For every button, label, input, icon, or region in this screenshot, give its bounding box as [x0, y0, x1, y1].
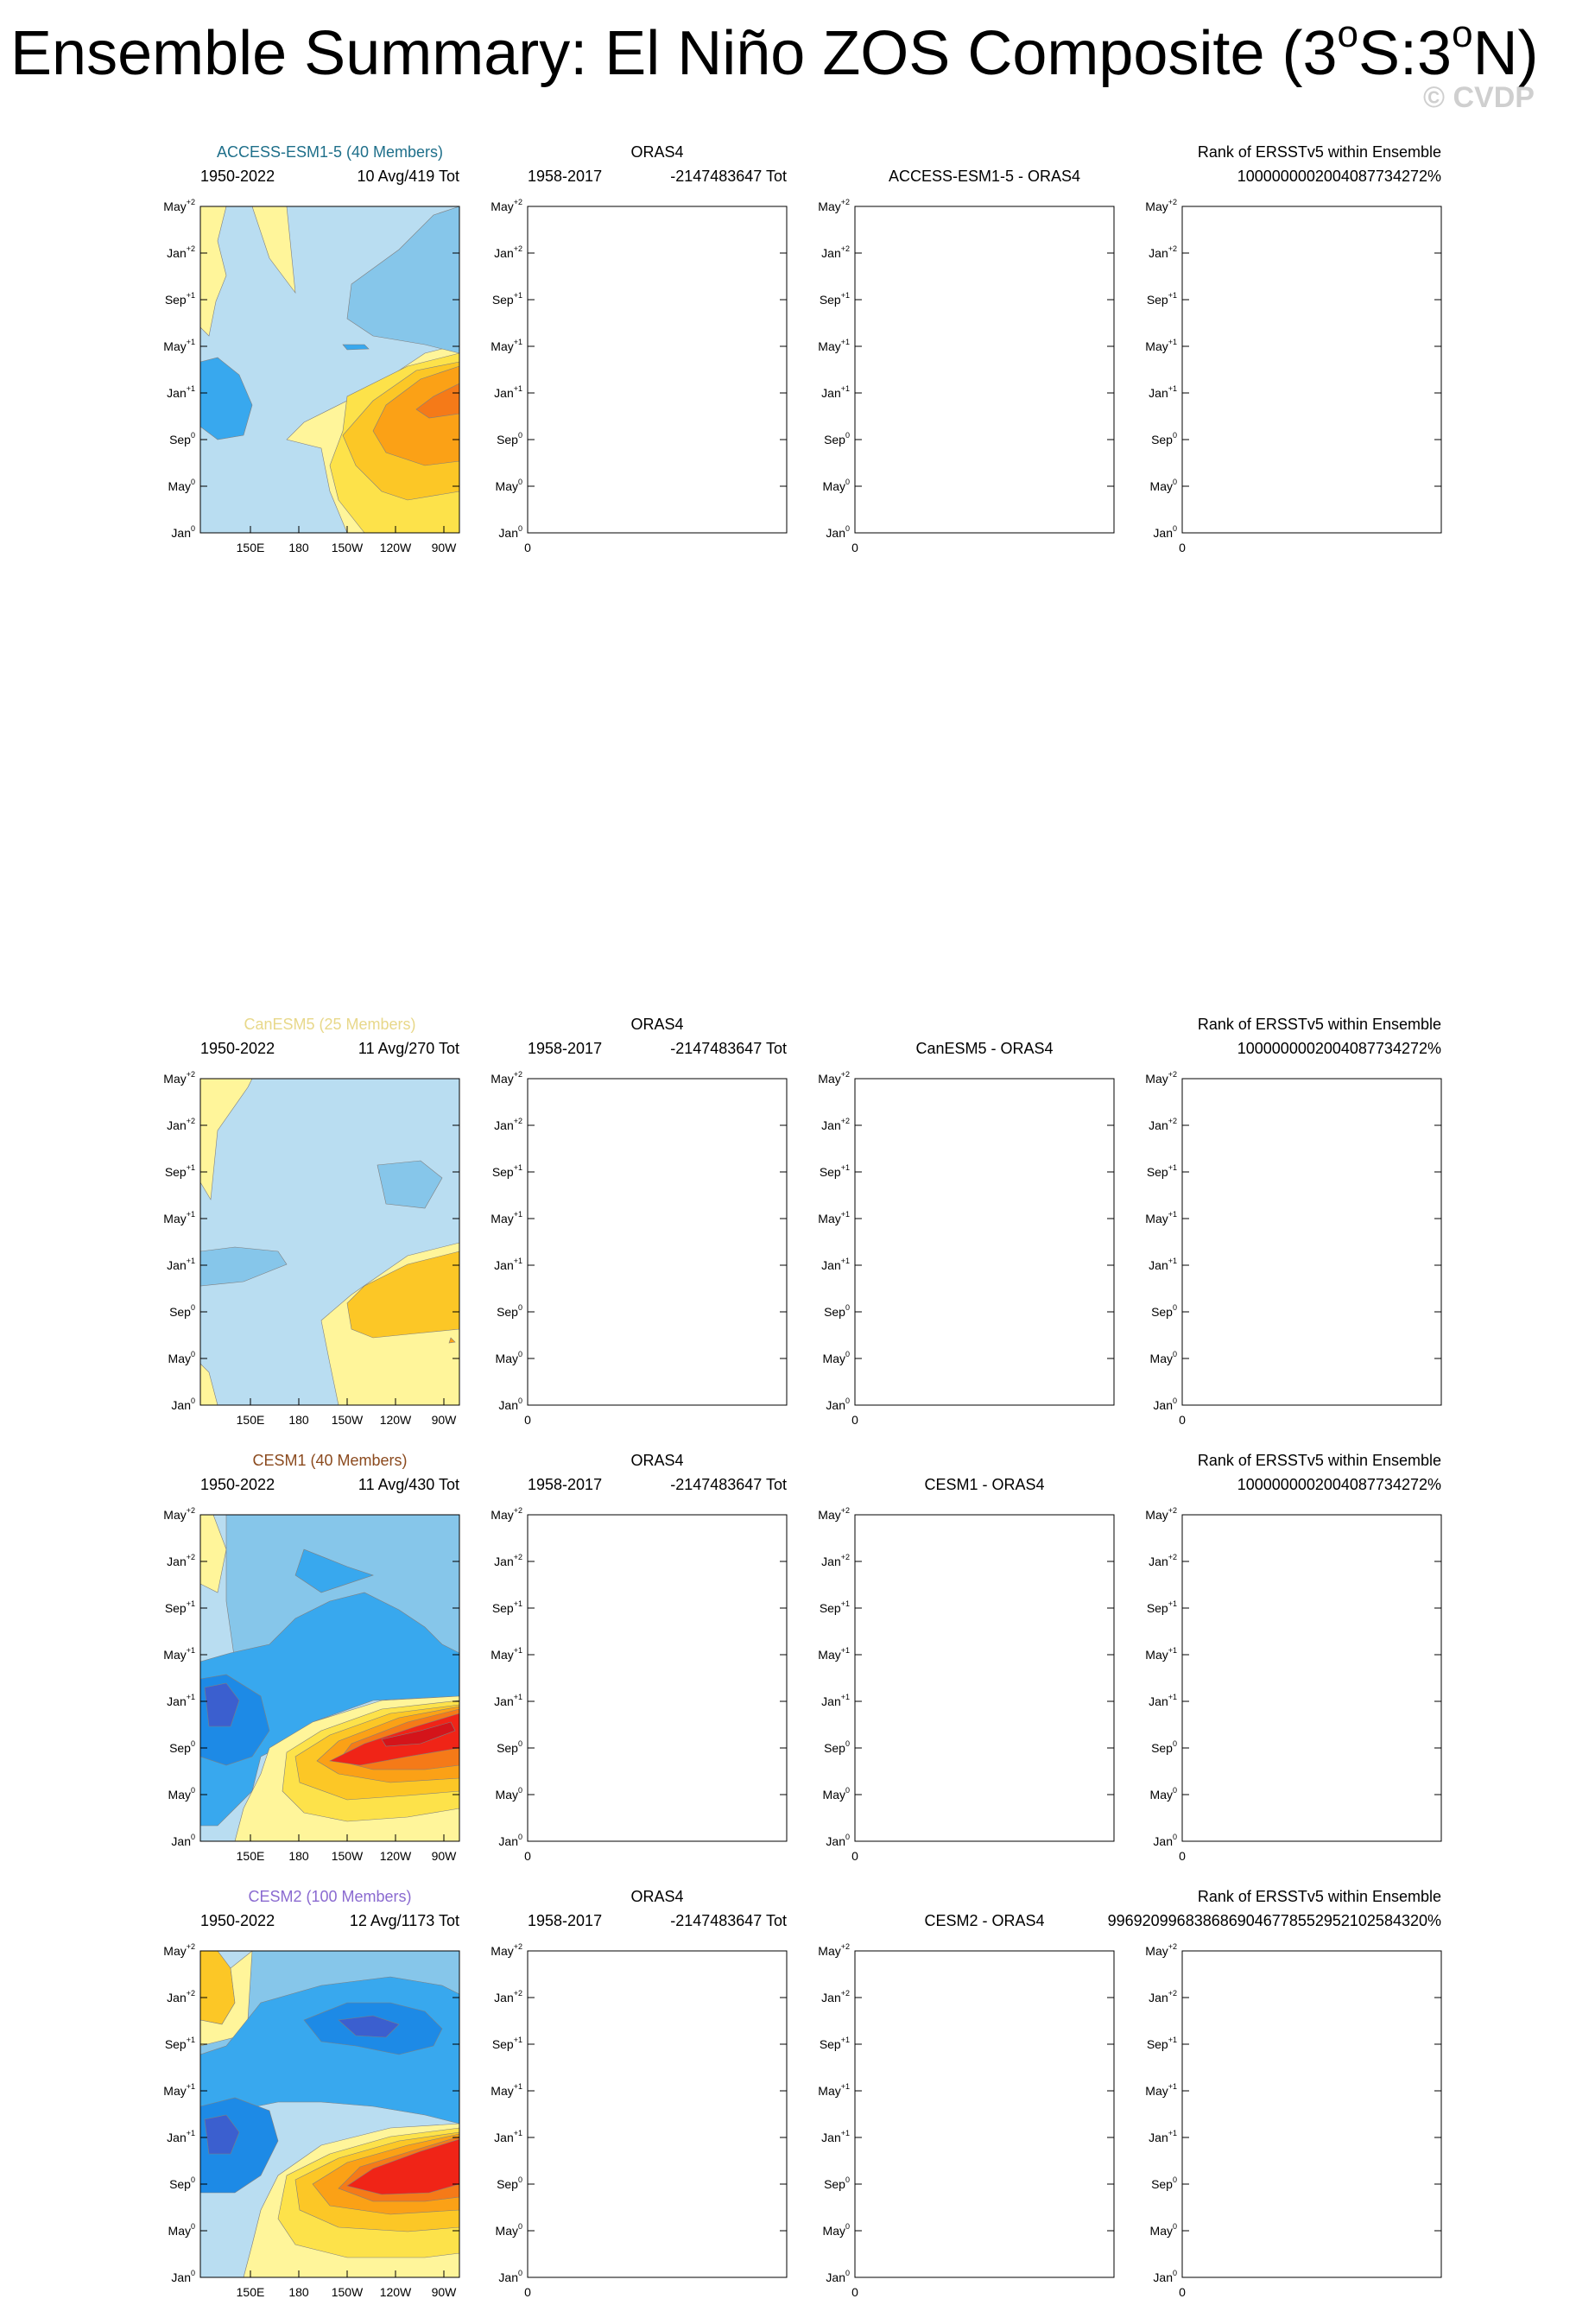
- ensemble-row: [0, 1451, 1595, 1883]
- rank-panel: [1145, 1451, 1441, 1863]
- x-tick-label: 0: [851, 541, 858, 554]
- model-panel-period: 1950-2022: [200, 168, 275, 185]
- y-tick-label: Jan$^{+1}$: [1149, 2129, 1177, 2144]
- y-tick-label: Jan$^0$: [1153, 2269, 1177, 2284]
- model-panel-title: CanESM5 (25 Members): [244, 1016, 416, 1033]
- y-tick-label: Jan$^{+1}$: [167, 1257, 195, 1272]
- y-tick-label: Sep$^{+1}$: [491, 291, 522, 307]
- page-title: Ensemble Summary: El Niño ZOS Composite (3$^o$S:3$^o$N): [10, 13, 1539, 88]
- model-panel-period: 1950-2022: [200, 1476, 275, 1493]
- y-tick-label: Jan$^0$: [171, 524, 195, 540]
- y-tick-label: Jan$^0$: [498, 2269, 522, 2284]
- y-tick-label: Jan$^0$: [171, 1396, 195, 1412]
- y-tick-label: May$^0$: [168, 1786, 195, 1802]
- y-tick-label: Sep$^0$: [497, 1303, 522, 1319]
- y-tick-label: Sep$^{+1}$: [819, 291, 850, 307]
- obs-panel-obs-period: 1958-2017: [528, 1912, 603, 1929]
- y-tick-label: Jan$^{+2}$: [821, 1989, 850, 2004]
- y-tick-label: Sep$^0$: [169, 1739, 195, 1755]
- y-tick-label: Sep$^0$: [824, 1303, 850, 1319]
- x-tick-label: 120W: [379, 2285, 412, 2299]
- model-panel-plot: [163, 1015, 459, 1429]
- empty-plot-area: [528, 1079, 787, 1405]
- y-tick-label: Jan$^{+1}$: [494, 1693, 522, 1708]
- y-tick-label: May$^{+1}$: [491, 338, 522, 353]
- rank-panel-rank-value: 1000000002004087734272%: [1237, 1040, 1441, 1057]
- y-tick-label: May$^0$: [168, 1350, 195, 1365]
- y-tick-label: Sep$^0$: [824, 2175, 850, 2191]
- y-tick-label: May$^{+2}$: [491, 198, 522, 213]
- y-tick-label: Sep$^{+1}$: [819, 2036, 850, 2051]
- obs-panel: [491, 1015, 787, 1427]
- y-tick-label: May$^0$: [1149, 478, 1177, 493]
- diff-panel-plot: [818, 142, 1114, 557]
- rank-panel-title: Rank of ERSSTv5 within Ensemble: [1197, 1452, 1441, 1469]
- obs-panel-title: ORAS4: [630, 1888, 684, 1905]
- obs-panel-title: ORAS4: [630, 1452, 684, 1469]
- diff-panel-plot: [818, 1015, 1114, 1429]
- y-tick-label: Sep$^0$: [497, 431, 522, 446]
- y-tick-label: Jan$^0$: [171, 1833, 195, 1848]
- y-tick-label: Jan$^{+1}$: [821, 384, 850, 400]
- y-tick-label: Jan$^0$: [826, 1833, 850, 1848]
- x-tick-label: 180: [288, 541, 309, 554]
- rank-panel-title: Rank of ERSSTv5 within Ensemble: [1197, 1888, 1441, 1905]
- rank-panel-title: Rank of ERSSTv5 within Ensemble: [1197, 1016, 1441, 1033]
- model-panel: [163, 1015, 459, 1427]
- y-tick-label: Jan$^{+2}$: [167, 1989, 195, 2004]
- y-tick-label: Jan$^{+1}$: [1149, 1693, 1177, 1708]
- y-tick-label: May$^{+1}$: [818, 1210, 850, 1225]
- x-tick-label: 120W: [379, 1849, 412, 1863]
- x-tick-label: 0: [524, 2285, 531, 2299]
- y-tick-label: Jan$^{+2}$: [1149, 1989, 1177, 2004]
- y-tick-label: May$^{+2}$: [818, 1070, 850, 1086]
- model-panel: [163, 142, 459, 554]
- obs-panel-obs-period: 1958-2017: [528, 1476, 603, 1493]
- model-panel-count: 10 Avg/419 Tot: [357, 168, 459, 185]
- obs-panel: [491, 1451, 787, 1863]
- y-tick-label: May$^{+1}$: [1145, 1210, 1177, 1225]
- y-tick-label: Jan$^{+2}$: [821, 1117, 850, 1132]
- obs-panel-obs-count: -2147483647 Tot: [670, 1912, 787, 1929]
- y-tick-label: Jan$^{+2}$: [821, 244, 850, 260]
- y-tick-label: Sep$^{+1}$: [491, 2036, 522, 2051]
- y-tick-label: Sep$^0$: [169, 1303, 195, 1319]
- y-tick-label: May$^0$: [1149, 2222, 1177, 2238]
- y-tick-label: Sep$^0$: [1151, 431, 1177, 446]
- y-tick-label: Jan$^0$: [826, 2269, 850, 2284]
- y-tick-label: Jan$^{+2}$: [1149, 244, 1177, 260]
- rank-panel-rank-value: 1000000002004087734272%: [1237, 168, 1441, 185]
- empty-plot-area: [1182, 1515, 1441, 1841]
- y-tick-label: Jan$^0$: [1153, 524, 1177, 540]
- obs-panel: [491, 1887, 787, 2299]
- y-tick-label: Sep$^0$: [169, 2175, 195, 2191]
- model-panel-period: 1950-2022: [200, 1040, 275, 1057]
- diff-panel: [818, 142, 1114, 554]
- y-tick-label: Sep$^{+1}$: [1146, 291, 1177, 307]
- obs-panel-obs-period: 1958-2017: [528, 1040, 603, 1057]
- y-tick-label: Jan$^{+1}$: [494, 1257, 522, 1272]
- diff-panel: [818, 1887, 1114, 2299]
- y-tick-label: Jan$^{+1}$: [821, 2129, 850, 2144]
- y-tick-label: May$^{+2}$: [163, 1506, 195, 1522]
- y-tick-label: May$^{+2}$: [818, 198, 850, 213]
- model-panel-count: 11 Avg/430 Tot: [358, 1476, 459, 1493]
- y-tick-label: May$^{+2}$: [491, 1506, 522, 1522]
- y-tick-label: Sep$^0$: [1151, 1303, 1177, 1319]
- y-tick-label: May$^{+2}$: [1145, 198, 1177, 213]
- x-tick-label: 150E: [236, 1849, 265, 1863]
- y-tick-label: Jan$^{+1}$: [821, 1693, 850, 1708]
- y-tick-label: Jan$^{+2}$: [167, 244, 195, 260]
- empty-plot-area: [855, 1079, 1114, 1405]
- y-tick-label: Jan$^{+2}$: [167, 1553, 195, 1568]
- rank-panel-plot: [1145, 142, 1441, 557]
- y-tick-label: Sep$^{+1}$: [164, 1163, 195, 1179]
- y-tick-label: May$^{+2}$: [1145, 1506, 1177, 1522]
- obs-panel-plot: [491, 142, 787, 557]
- y-tick-label: May$^{+1}$: [163, 1210, 195, 1225]
- x-tick-label: 150E: [236, 541, 265, 554]
- x-tick-label: 90W: [431, 2285, 457, 2299]
- x-tick-label: 150W: [331, 1849, 364, 1863]
- y-tick-label: May$^{+1}$: [491, 2082, 522, 2098]
- rank-panel-plot: [1145, 1887, 1441, 2302]
- y-tick-label: Jan$^0$: [171, 2269, 195, 2284]
- x-tick-label: 180: [288, 1413, 309, 1427]
- x-tick-label: 0: [524, 1413, 531, 1427]
- diff-panel: [818, 1451, 1114, 1863]
- empty-plot-area: [1182, 1951, 1441, 2277]
- y-tick-label: May$^{+1}$: [818, 2082, 850, 2098]
- obs-panel-plot: [491, 1887, 787, 2302]
- y-tick-label: May$^{+1}$: [491, 1646, 522, 1662]
- obs-panel-obs-count: -2147483647 Tot: [670, 1476, 787, 1493]
- y-tick-label: Sep$^{+1}$: [491, 1163, 522, 1179]
- y-tick-label: May$^{+1}$: [818, 338, 850, 353]
- rank-panel-title: Rank of ERSSTv5 within Ensemble: [1197, 143, 1441, 161]
- cvdp-watermark: © CVDP: [1423, 81, 1535, 114]
- x-tick-label: 150W: [331, 541, 364, 554]
- y-tick-label: Sep$^{+1}$: [819, 1163, 850, 1179]
- x-tick-label: 0: [524, 1849, 531, 1863]
- empty-plot-area: [855, 206, 1114, 533]
- y-tick-label: May$^{+1}$: [491, 1210, 522, 1225]
- x-tick-label: 90W: [431, 541, 457, 554]
- obs-panel-plot: [491, 1015, 787, 1429]
- y-tick-label: Jan$^0$: [1153, 1833, 1177, 1848]
- y-tick-label: Jan$^{+1}$: [821, 1257, 850, 1272]
- y-tick-label: Sep$^0$: [497, 1739, 522, 1755]
- diff-panel: [818, 1015, 1114, 1427]
- y-tick-label: Jan$^{+2}$: [1149, 1117, 1177, 1132]
- x-tick-label: 150W: [331, 1413, 364, 1427]
- y-tick-label: May$^{+2}$: [818, 1506, 850, 1522]
- rank-panel-rank-value: 1000000002004087734272%: [1237, 1476, 1441, 1493]
- y-tick-label: Jan$^0$: [498, 524, 522, 540]
- diff-panel-diff-title: ACCESS-ESM1-5 - ORAS4: [888, 168, 1081, 185]
- diff-panel-diff-title: CESM1 - ORAS4: [924, 1476, 1045, 1493]
- y-tick-label: May$^0$: [495, 478, 522, 493]
- model-panel-title: CESM2 (100 Members): [248, 1888, 412, 1905]
- y-tick-label: Jan$^{+1}$: [1149, 1257, 1177, 1272]
- rank-panel: [1107, 1887, 1441, 2299]
- y-tick-label: Sep$^0$: [824, 431, 850, 446]
- x-tick-label: 0: [851, 1849, 858, 1863]
- diff-panel-plot: [818, 1887, 1114, 2302]
- y-tick-label: Jan$^{+1}$: [167, 1693, 195, 1708]
- y-tick-label: May$^0$: [822, 1786, 850, 1802]
- y-tick-label: May$^{+2}$: [1145, 1942, 1177, 1958]
- model-panel-count: 11 Avg/270 Tot: [358, 1040, 459, 1057]
- y-tick-label: May$^{+2}$: [818, 1942, 850, 1958]
- y-tick-label: May$^{+2}$: [163, 1070, 195, 1086]
- rank-panel-plot: [1145, 1015, 1441, 1429]
- y-tick-label: May$^0$: [822, 1350, 850, 1365]
- model-panel-plot: [163, 1451, 459, 1865]
- x-tick-label: 150W: [331, 2285, 364, 2299]
- rank-panel-rank-value: 9969209968386869046778552952102584320%: [1107, 1912, 1441, 1929]
- y-tick-label: May$^{+1}$: [163, 2082, 195, 2098]
- model-panel: [163, 1451, 459, 1863]
- y-tick-label: May$^{+1}$: [1145, 338, 1177, 353]
- rank-panel-plot: [1145, 1451, 1441, 1865]
- x-tick-label: 120W: [379, 541, 412, 554]
- model-panel: [163, 1887, 459, 2299]
- y-tick-label: Jan$^0$: [826, 524, 850, 540]
- y-tick-label: Sep$^{+1}$: [1146, 1163, 1177, 1179]
- y-tick-label: May$^0$: [495, 1350, 522, 1365]
- x-tick-label: 90W: [431, 1849, 457, 1863]
- x-tick-label: 120W: [379, 1413, 412, 1427]
- y-tick-label: Jan$^0$: [1153, 1396, 1177, 1412]
- model-panel-title: ACCESS-ESM1-5 (40 Members): [216, 143, 444, 161]
- obs-panel-obs-period: 1958-2017: [528, 168, 603, 185]
- model-panel-plot: [163, 142, 459, 557]
- empty-plot-area: [1182, 1079, 1441, 1405]
- x-tick-label: 0: [1179, 1413, 1186, 1427]
- model-panel-period: 1950-2022: [200, 1912, 275, 1929]
- y-tick-label: May$^0$: [1149, 1350, 1177, 1365]
- obs-panel-plot: [491, 1451, 787, 1865]
- contour-region-blue2: [343, 345, 369, 350]
- model-panel-count: 12 Avg/1173 Tot: [349, 1912, 459, 1929]
- empty-plot-area: [528, 206, 787, 533]
- y-tick-label: May$^0$: [495, 1786, 522, 1802]
- y-tick-label: May$^{+2}$: [163, 1942, 195, 1958]
- y-tick-label: Jan$^{+1}$: [1149, 384, 1177, 400]
- y-tick-label: May$^0$: [822, 478, 850, 493]
- y-tick-label: Sep$^{+1}$: [164, 2036, 195, 2051]
- ensemble-row: [0, 1015, 1595, 1447]
- obs-panel-title: ORAS4: [630, 143, 684, 161]
- y-tick-label: May$^{+2}$: [491, 1942, 522, 1958]
- y-tick-label: Jan$^{+1}$: [494, 2129, 522, 2144]
- y-tick-label: Sep$^0$: [1151, 1739, 1177, 1755]
- x-tick-label: 150E: [236, 1413, 265, 1427]
- x-tick-label: 0: [1179, 2285, 1186, 2299]
- y-tick-label: Sep$^{+1}$: [819, 1599, 850, 1615]
- y-tick-label: May$^0$: [495, 2222, 522, 2238]
- obs-panel-obs-count: -2147483647 Tot: [670, 1040, 787, 1057]
- y-tick-label: Sep$^{+1}$: [164, 291, 195, 307]
- obs-panel-obs-count: -2147483647 Tot: [670, 168, 787, 185]
- model-panel-title: CESM1 (40 Members): [252, 1452, 408, 1469]
- x-tick-label: 90W: [431, 1413, 457, 1427]
- y-tick-label: May$^0$: [822, 2222, 850, 2238]
- y-tick-label: Sep$^0$: [497, 2175, 522, 2191]
- y-tick-label: Sep$^0$: [1151, 2175, 1177, 2191]
- y-tick-label: Jan$^{+2}$: [821, 1553, 850, 1568]
- y-tick-label: Jan$^{+2}$: [494, 244, 522, 260]
- y-tick-label: May$^{+1}$: [1145, 2082, 1177, 2098]
- x-tick-label: 0: [851, 2285, 858, 2299]
- rank-panel: [1145, 142, 1441, 554]
- y-tick-label: May$^{+1}$: [163, 338, 195, 353]
- y-tick-label: May$^{+1}$: [818, 1646, 850, 1662]
- empty-plot-area: [528, 1951, 787, 2277]
- empty-plot-area: [528, 1515, 787, 1841]
- y-tick-label: Sep$^{+1}$: [1146, 2036, 1177, 2051]
- y-tick-label: Jan$^0$: [498, 1833, 522, 1848]
- y-tick-label: Sep$^{+1}$: [1146, 1599, 1177, 1615]
- x-tick-label: 0: [524, 541, 531, 554]
- obs-panel-title: ORAS4: [630, 1016, 684, 1033]
- y-tick-label: May$^0$: [168, 478, 195, 493]
- ensemble-row: [0, 142, 1595, 574]
- rank-panel: [1145, 1015, 1441, 1427]
- empty-plot-area: [855, 1515, 1114, 1841]
- x-tick-label: 0: [1179, 1849, 1186, 1863]
- y-tick-label: Jan$^{+2}$: [494, 1553, 522, 1568]
- y-tick-label: May$^0$: [1149, 1786, 1177, 1802]
- empty-plot-area: [855, 1951, 1114, 2277]
- x-tick-label: 0: [851, 1413, 858, 1427]
- y-tick-label: Jan$^{+1}$: [494, 384, 522, 400]
- y-tick-label: Sep$^{+1}$: [164, 1599, 195, 1615]
- y-tick-label: May$^{+1}$: [1145, 1646, 1177, 1662]
- ensemble-row: [0, 1887, 1595, 2319]
- y-tick-label: Jan$^{+2}$: [494, 1989, 522, 2004]
- x-tick-label: 150E: [236, 2285, 265, 2299]
- y-tick-label: Jan$^{+2}$: [1149, 1553, 1177, 1568]
- y-tick-label: Jan$^0$: [498, 1396, 522, 1412]
- y-tick-label: Jan$^{+2}$: [167, 1117, 195, 1132]
- diff-panel-diff-title: CESM2 - ORAS4: [924, 1912, 1045, 1929]
- y-tick-label: May$^{+1}$: [163, 1646, 195, 1662]
- contour-fills: [200, 1515, 459, 1841]
- y-tick-label: May$^{+2}$: [1145, 1070, 1177, 1086]
- x-tick-label: 180: [288, 1849, 309, 1863]
- empty-plot-area: [1182, 206, 1441, 533]
- y-tick-label: Sep$^0$: [169, 431, 195, 446]
- y-tick-label: Sep$^{+1}$: [491, 1599, 522, 1615]
- y-tick-label: May$^{+2}$: [491, 1070, 522, 1086]
- y-tick-label: Jan$^{+1}$: [167, 2129, 195, 2144]
- x-tick-label: 180: [288, 2285, 309, 2299]
- obs-panel: [491, 142, 787, 554]
- diff-panel-plot: [818, 1451, 1114, 1865]
- y-tick-label: Jan$^0$: [826, 1396, 850, 1412]
- diff-panel-diff-title: CanESM5 - ORAS4: [915, 1040, 1054, 1057]
- y-tick-label: May$^{+2}$: [163, 198, 195, 213]
- y-tick-label: Jan$^{+2}$: [494, 1117, 522, 1132]
- model-panel-plot: [163, 1887, 459, 2302]
- y-tick-label: Sep$^0$: [824, 1739, 850, 1755]
- x-tick-label: 0: [1179, 541, 1186, 554]
- y-tick-label: May$^0$: [168, 2222, 195, 2238]
- y-tick-label: Jan$^{+1}$: [167, 384, 195, 400]
